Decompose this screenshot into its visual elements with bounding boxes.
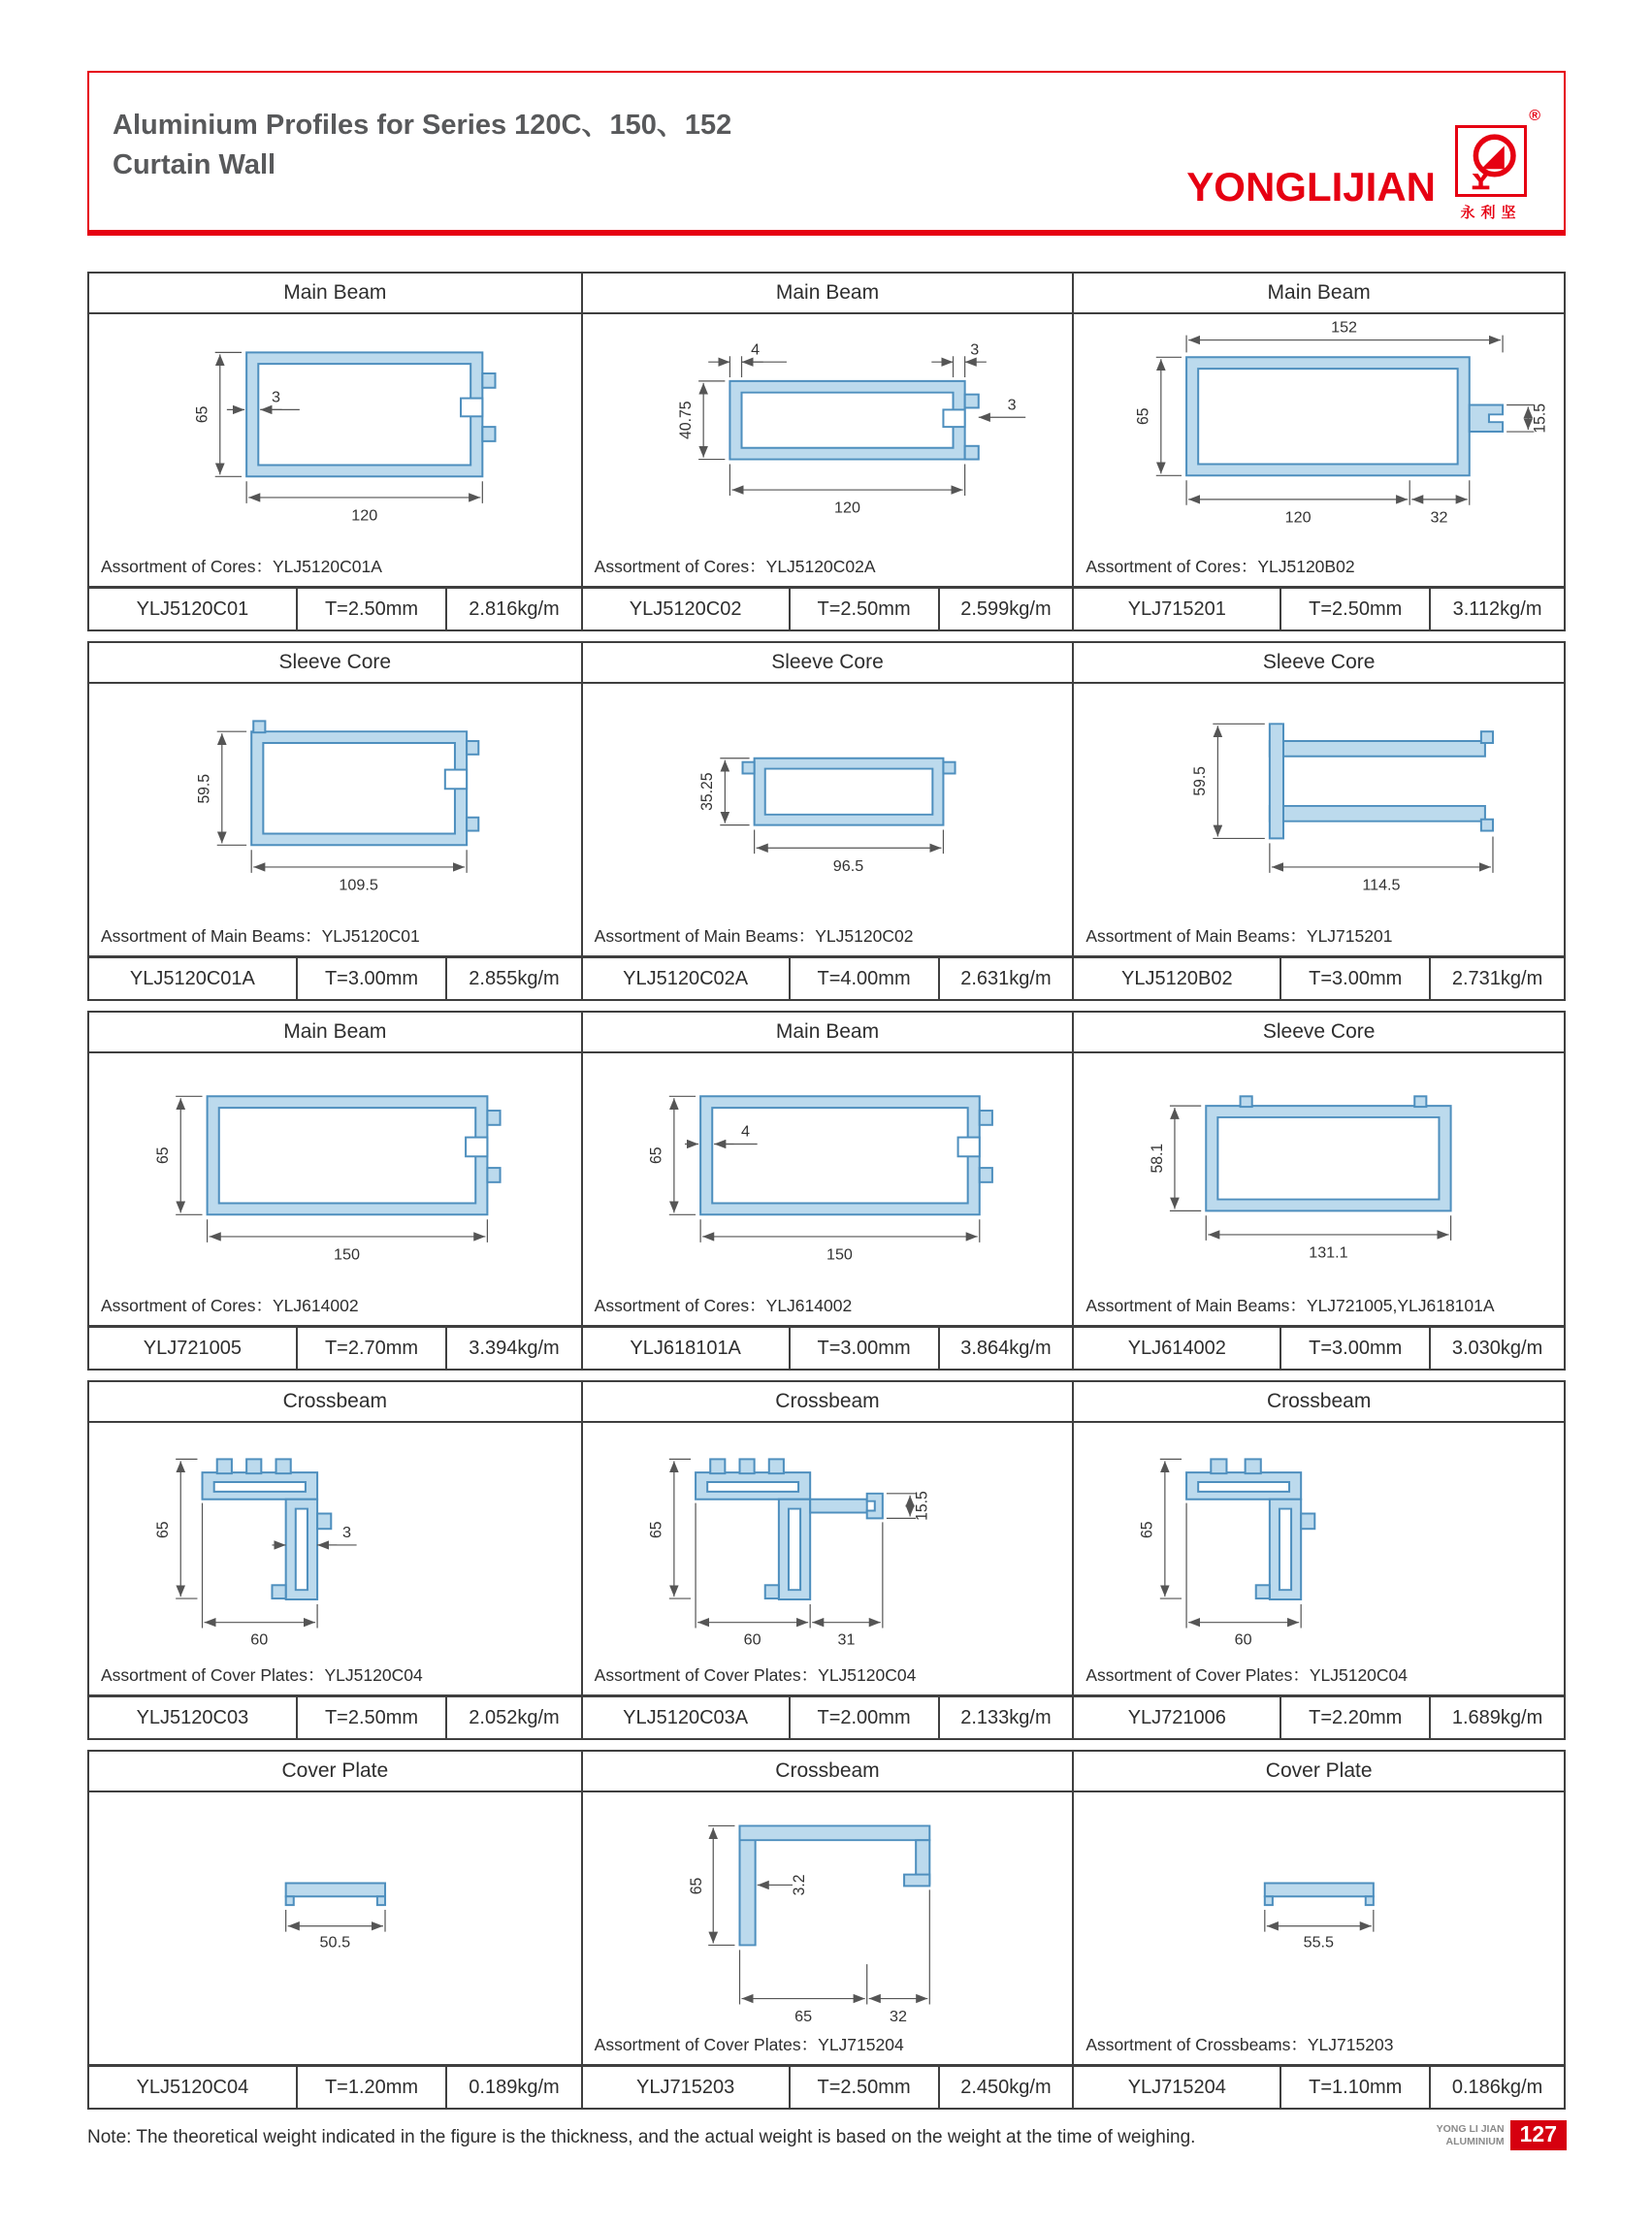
part-number-cell: YLJ5120C03 [136,1707,249,1728]
part-number-cell: YLJ5120C01A [129,968,255,989]
profile-drawing [89,314,581,553]
assortment-line: Assortment of Main Beams：YLJ5120C02 [594,926,914,946]
page-title [113,106,731,184]
dimension-label: 4 [750,341,760,359]
spec-row [583,1325,1073,1369]
dimension-label: 32 [889,2009,907,2026]
dimension-label: 65 [794,2009,812,2026]
dimension-label: 3.2 [791,1874,808,1896]
profile-cell [1072,274,1564,629]
profile-drawing [583,1423,1073,1661]
brand-logo-icon [1455,125,1527,197]
cell-title: Sleeve Core [1074,1013,1564,1053]
dimension-label: 65 [1139,1521,1157,1538]
dimension-label: 65 [648,1146,665,1165]
profile-drawing [1074,1792,1564,2031]
thickness-cell: T=2.50mm [1279,589,1429,629]
profile-drawing [1074,1423,1564,1661]
spec-row [89,586,581,629]
dimension-label: 3 [969,341,979,359]
assortment-line [89,2031,581,2064]
dimension-label: 15.5 [1532,403,1549,434]
dimension-label: 55.5 [1303,1934,1335,1952]
part-number-cell: YLJ715204 [1127,2077,1226,2098]
dimension-label: 65 [688,1877,705,1895]
assortment-line: Assortment of Cores：YLJ5120B02 [1085,557,1355,576]
footer-brand-line2: ALUMINIUM [1445,2135,1505,2147]
thickness-cell: T=3.00mm [296,958,446,999]
cell-title: Main Beam [583,1013,1073,1053]
profile-drawing [89,1792,581,2031]
drawing-area [89,1423,581,1661]
profile-drawing [1074,314,1564,553]
drawing-area [1074,684,1564,922]
footer-brand-line1: YONG LI JIAN [1436,2122,1505,2135]
cell-title: Main Beam [583,274,1073,314]
brand-logo-glyph [1458,128,1524,194]
spec-row [89,955,581,999]
profile-drawing [583,684,1073,922]
weight-cell: 3.030kg/m [1429,1328,1564,1369]
dimension-label: 50.5 [319,1934,351,1952]
assortment-line: Assortment of Main Beams：YLJ5120C01 [101,926,420,946]
spec-row [89,1325,581,1369]
dimension-label: 35.25 [698,772,716,811]
drawing-area [583,1053,1073,1292]
assortment-line: Assortment of Cores：YLJ5120C01A [101,557,382,576]
spec-row [89,1694,581,1738]
profile-cell [581,1382,1073,1738]
profile-block-row-1 [87,272,1566,631]
thickness-cell: T=2.00mm [789,1697,938,1738]
dimension-label: 120 [351,507,378,525]
drawing-area [1074,1053,1564,1292]
thickness-cell: T=2.70mm [296,1328,446,1369]
profile-cell [581,1752,1073,2108]
profile-cell [1072,1013,1564,1369]
profile-drawing [89,684,581,922]
profile-drawing [1074,1053,1564,1292]
dimension-label: 65 [648,1521,665,1538]
dimension-label: 58.1 [1150,1143,1167,1174]
cell-title: Main Beam [89,1013,581,1053]
spec-row [583,955,1073,999]
thickness-cell: T=2.50mm [789,2067,938,2108]
thickness-cell: T=4.00mm [789,958,938,999]
part-number-cell: YLJ5120B02 [1121,968,1233,989]
dimension-label: 150 [826,1246,853,1264]
assortment-line: Assortment of Main Beams：YLJ715201 [1085,926,1393,946]
registered-mark: ® [1529,108,1540,124]
cell-title: Main Beam [89,274,581,314]
spec-row [1074,1325,1564,1369]
profile-drawing [89,1423,581,1661]
profile-drawing [583,1792,1073,2031]
drawing-area [1074,1792,1564,2031]
profile-cell [581,643,1073,999]
drawing-area [89,1792,581,2031]
profile-drawing [89,1053,581,1292]
header-banner [87,71,1566,236]
cell-title: Sleeve Core [89,643,581,684]
profile-cell [89,1013,581,1369]
weight-cell: 2.052kg/m [445,1697,580,1738]
assortment-line: Assortment of Cores：YLJ5120C02A [594,557,876,576]
weight-cell: 3.394kg/m [445,1328,580,1369]
brand-chinese: 永利坚 [1460,205,1522,221]
weight-cell: 2.816kg/m [445,589,580,629]
dimension-label: 15.5 [913,1491,930,1521]
page-title-line1: Aluminium Profiles for Series 120C、150、152 [113,110,732,141]
page-number: 127 [1510,2120,1567,2150]
assortment-line: Assortment of Cover Plates：YLJ5120C04 [1085,1665,1409,1685]
dimension-label: 96.5 [832,858,863,875]
dimension-label: 3 [1007,397,1017,414]
page-badge [1437,2120,1567,2150]
part-number-cell: YLJ721005 [143,1338,242,1359]
cell-title: Cover Plate [89,1752,581,1792]
spec-row [1074,586,1564,629]
drawing-area [89,684,581,922]
cell-title: Crossbeam [89,1382,581,1423]
part-number-cell: YLJ5120C01 [136,598,249,620]
part-number-cell: YLJ721006 [1127,1707,1226,1728]
profile-block-row-2 [87,641,1566,1001]
weight-cell: 0.189kg/m [445,2067,580,2108]
weight-cell: 2.731kg/m [1429,958,1564,999]
profile-cell [89,1382,581,1738]
cell-title: Main Beam [1074,274,1564,314]
spec-row [89,2064,581,2108]
assortment-line: Assortment of Main Beams：YLJ721005,YLJ618101A [1085,1296,1495,1315]
cell-title: Cover Plate [1074,1752,1564,1792]
part-number-cell: YLJ5120C02 [629,598,742,620]
spec-row [1074,1694,1564,1738]
thickness-cell: T=1.10mm [1279,2067,1429,2108]
dimension-label: 31 [837,1631,856,1649]
dimension-label: 120 [1284,509,1312,527]
profile-cell [1072,643,1564,999]
thickness-cell: T=3.00mm [1279,958,1429,999]
drawing-area [89,1053,581,1292]
dimension-label: 65 [194,405,211,424]
spec-row [1074,955,1564,999]
spec-row [583,1694,1073,1738]
dimension-label: 4 [740,1123,750,1141]
weight-cell: 3.112kg/m [1429,589,1564,629]
assortment-line: Assortment of Cores：YLJ614002 [594,1296,853,1315]
drawing-area [583,1792,1073,2031]
dimension-label: 109.5 [339,877,378,894]
spec-row [1074,2064,1564,2108]
assortment-line: Assortment of Crossbeams：YLJ715203 [1085,2035,1394,2054]
weight-cell: 2.599kg/m [938,589,1073,629]
part-number-cell: YLJ5120C03A [623,1707,749,1728]
profile-drawing [1074,684,1564,922]
dimension-label: 60 [250,1631,269,1649]
drawing-area [1074,1423,1564,1661]
footer-brand [1437,2123,1505,2147]
cell-title: Sleeve Core [1074,643,1564,684]
weight-cell: 1.689kg/m [1429,1697,1564,1738]
profile-cell [89,643,581,999]
profile-block-row-3 [87,1011,1566,1371]
dimension-label: 65 [154,1146,173,1165]
profile-cell [89,1752,581,2108]
dimension-label: 131.1 [1309,1244,1348,1262]
assortment-line: Assortment of Cover Plates：YLJ5120C04 [101,1665,423,1685]
drawing-area [583,684,1073,922]
drawing-area [583,1423,1073,1661]
drawing-area [1074,314,1564,553]
assortment-line: Assortment of Cores：YLJ614002 [101,1296,359,1315]
dimension-label: 60 [743,1631,761,1649]
weight-cell: 0.186kg/m [1429,2067,1564,2108]
part-number-cell: YLJ618101A [630,1338,741,1359]
dimension-label: 120 [833,500,860,517]
profile-drawing [583,1053,1073,1292]
footer-note: Note: The theoretical weight indicated in the figure is the thickness, and the actual weight is based on the weight at the time of weighing. [87,2127,1196,2147]
spec-row [583,586,1073,629]
profile-cell [1072,1382,1564,1738]
assortment-line: Assortment of Cover Plates：YLJ5120C04 [594,1665,917,1685]
dimension-label: 59.5 [1192,766,1210,796]
cell-title: Crossbeam [583,1752,1073,1792]
weight-cell: 2.855kg/m [445,958,580,999]
dimension-label: 40.75 [677,401,695,439]
part-number-cell: YLJ715201 [1127,598,1226,620]
profile-block-row-4 [87,1380,1566,1740]
part-number-cell: YLJ5120C02A [623,968,749,989]
dimension-label: 65 [1135,407,1153,426]
dimension-label: 114.5 [1362,877,1401,894]
part-number-cell: YLJ614002 [1127,1338,1226,1359]
dimension-label: 150 [333,1246,361,1264]
dimension-label: 32 [1430,509,1448,527]
weight-cell: 3.864kg/m [938,1328,1073,1369]
thickness-cell: T=2.50mm [296,1697,446,1738]
dimension-label: 65 [154,1521,173,1538]
dimension-label: 59.5 [196,773,213,804]
profile-cell [581,1013,1073,1369]
profile-block-row-5 [87,1750,1566,2110]
weight-cell: 2.631kg/m [938,958,1073,999]
brand-wordmark: YONGLIJIAN [1186,164,1436,210]
thickness-cell: T=2.20mm [1279,1697,1429,1738]
thickness-cell: T=3.00mm [789,1328,938,1369]
profile-catalog-grid [87,272,1566,2110]
thickness-cell: T=2.50mm [789,589,938,629]
weight-cell: 2.450kg/m [938,2067,1073,2108]
thickness-cell: T=3.00mm [1279,1328,1429,1369]
profile-cell [89,274,581,629]
thickness-cell: T=1.20mm [296,2067,446,2108]
dimension-label: 3 [272,389,281,406]
spec-row [583,2064,1073,2108]
part-number-cell: YLJ5120C04 [136,2077,249,2098]
part-number-cell: YLJ715203 [636,2077,735,2098]
assortment-line: Assortment of Cover Plates：YLJ715204 [594,2035,904,2054]
dimension-label: 60 [1234,1631,1252,1649]
profile-drawing [583,314,1073,553]
thickness-cell: T=2.50mm [296,589,446,629]
drawing-area [89,314,581,553]
weight-cell: 2.133kg/m [938,1697,1073,1738]
dimension-label: 3 [341,1525,351,1542]
cell-title: Sleeve Core [583,643,1073,684]
profile-cell [1072,1752,1564,2108]
drawing-area [583,314,1073,553]
cell-title: Crossbeam [583,1382,1073,1423]
dimension-label: 152 [1331,319,1358,337]
profile-cell [581,274,1073,629]
page-title-line2: Curtain Wall [113,148,276,180]
cell-title: Crossbeam [1074,1382,1564,1423]
